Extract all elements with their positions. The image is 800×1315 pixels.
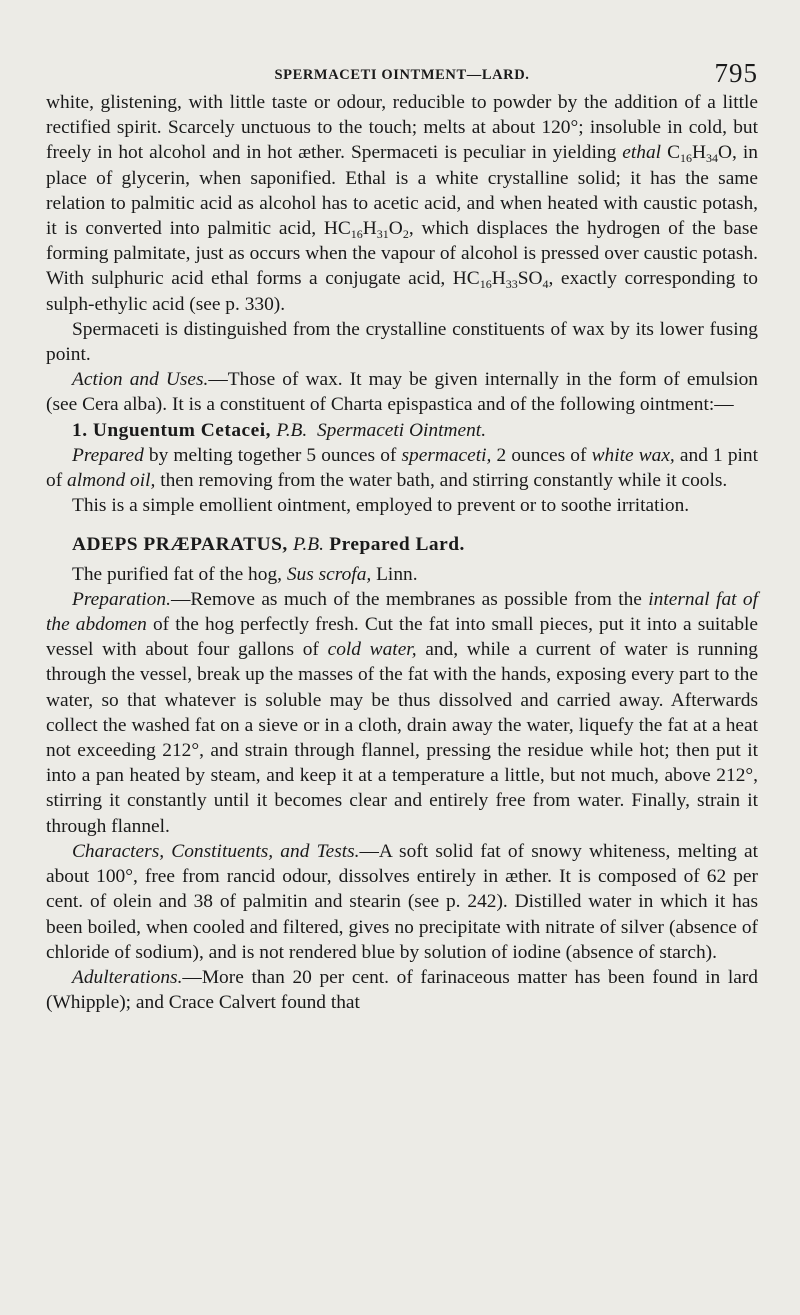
page-header: [46, 50, 758, 90]
paragraph-adulterations: Adulterations.—More than 20 per cent. of farinaceous matter has been found in lard (Whipple); and Crace Calvert found that: [46, 966, 758, 1014]
paragraph-prepared: Prepared by melting together 5 ounces of spermaceti, 2 ounces of white wax, and 1 pint of almond oil, then removing from the water bath, and stirring constantly while it cools.: [46, 444, 758, 492]
paragraph-emollient: This is a simple emollient ointment, employed to prevent or to soothe irritation.: [72, 495, 690, 517]
paragraph-distinguished: Spermaceti is distinguished from the crystalline constituents of wax by its lower fusing point.: [46, 318, 758, 366]
paragraph-action-uses: Action and Uses.—Those of wax. It may be given internally in the form of emulsion (see Cera alba). It is a constituent of Charta epispastica and of the following ointment:—: [46, 369, 758, 416]
page-number: 795: [714, 58, 758, 88]
formula-ethal: $C_{16}H_{34}O$: [667, 142, 733, 166]
paragraph-characters: Characters, Constituents, and Tests.—A soft solid fat of snowy whiteness, melting at about 100°, free from rancid odour, dissolves entirely in æther. It is composed of 62 per cent. of olein and 38 of palmitin and stearin (see p. 242). Distilled water in which it has been boiled, when cooled and filtered, gives no precipitate with nitrate of silver (absence of chloride of sodium), and is not rendered blue by solution of iodine (absence of starch).: [46, 840, 759, 963]
preparation-heading-unguentum: 1. Unguentum Cetacei, P.B. Spermaceti Ointment.: [72, 419, 487, 441]
paragraph-purified-fat: The purified fat of the hog, Sus scrofa, Linn.: [72, 563, 418, 585]
paragraph-spermaceti-properties: white, glistening, with little taste or odour, reducible to powder by the addition of a little rectified spirit. Scarcely unctuous to the touch; melts at about 120°; insoluble in cold, but freely in hot alcohol and in hot æther. Spermaceti is peculiar in yielding ethal $C_{16}H_{34}O$, in place of glycerin, when saponified. Ethal is a white crystalline solid; it has the same relation to palmitic acid as alcohol has to acetic acid, and when heated with caustic potash, it is converted into palmitic acid, $HC_{16}H_{31}O_2$, which displaces the hydrogen of the base forming palmitate, just as occurs when the vapour of alcohol is pressed over caustic potash. With sulphuric acid ethal forms a conjugate acid, $HC_{16}H_{33}SO_4$, exactly corresponding to sulph-ethylic acid (see p. 330).: [46, 92, 758, 315]
running-title: SPERMACETI OINTMENT—LARD.: [274, 67, 530, 83]
formula-conjugate-acid: $HC_{16}H_{33}SO_4$: [452, 268, 549, 292]
formula-palmitic-acid: $HC_{16}H_{31}O_2$: [323, 218, 409, 242]
paragraph-preparation: Preparation.—Remove as much of the membranes as possible from the internal fat of the abdomen of the hog perfectly fresh. Cut the fat into small pieces, put it into a suitable vessel with about four gallons of cold water, and, while a current of water is running through the vessel, break up the masses of the fat with the hands, exposing every part to the water, so that whatever is soluble may be thus dissolved and carried away. Afterwards collect the washed fat on a sieve or in a cloth, drain away the water, liquefy the fat at a heat not exceeding 212°, and strain through flannel, pressing the residue while hot; then put it into a pan heated by steam, and keep it at a temperature a little, but not much, above 212°, stirring it constantly until it becomes clear and entirely free from water. Finally, strain it through flannel.: [46, 588, 759, 837]
label-action-uses: Action and Uses.: [72, 369, 209, 391]
body-text: [46, 90, 758, 1015]
section-heading-adeps: ADEPS PRÆPARATUS, P.B. Prepared Lard.: [72, 534, 465, 556]
